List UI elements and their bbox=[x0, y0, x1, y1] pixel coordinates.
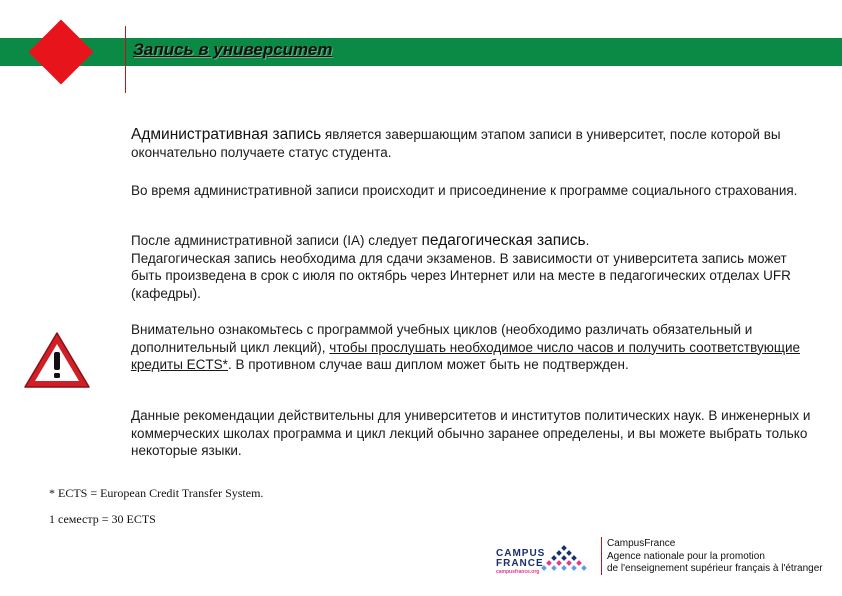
paragraph-text: . В противном случае ваш диплом может быть не подтвержден. bbox=[227, 357, 629, 372]
red-diamond-icon bbox=[28, 19, 93, 84]
paragraph-text: . bbox=[585, 233, 590, 248]
paragraph-warning bbox=[131, 321, 811, 374]
paragraph-text: Данные рекомендации действительны для университетов и институтов политических наук. В инженерных и коммерческих школах программа и цикл лекций обычно заранее определены, и вы можете выбрать только некоторые языки. bbox=[131, 408, 811, 458]
agency-line: Agence nationale pour la promotion bbox=[607, 550, 765, 562]
paragraph-text: После административной записи (IA) следует bbox=[131, 233, 422, 248]
term-pedagogical: педагогическая запись bbox=[421, 232, 586, 249]
logo-text-url: campusfrance.org bbox=[496, 569, 540, 575]
title-bar bbox=[0, 38, 842, 66]
logo-text-france: FRANCE bbox=[496, 558, 544, 569]
paragraph-administrative bbox=[131, 126, 811, 161]
agency-name: CampusFrance bbox=[607, 538, 676, 549]
paragraph-text: Внимательно ознакомьтесь с программой учебных циклов (необходимо различать обязательный и дополнительный цикл лекций), bbox=[131, 322, 753, 355]
paragraph-recommendations bbox=[131, 407, 811, 460]
paragraph-text: Педагогическая запись необходима для сдачи экзаменов. В зависимости от университета запись может быть произведена в срок с июля по октябрь через Интернет или на месте в педагогических отделах UFR (кафедры). bbox=[131, 250, 791, 301]
logo-text-campus: CAMPUS bbox=[496, 548, 546, 559]
paragraph-text: является завершающим этапом записи в университет, после которой вы окончательно получаете статус студента. bbox=[131, 127, 781, 160]
agency-line: de l'enseignement supérieur français à l'étranger bbox=[607, 563, 823, 574]
paragraph-insurance bbox=[131, 182, 811, 200]
warning-icon bbox=[22, 330, 92, 395]
footnote-ects: * ECTS = European Credit Transfer System. bbox=[49, 486, 264, 500]
term-administrative: Административная запись bbox=[131, 126, 322, 143]
title-divider bbox=[125, 26, 126, 93]
page-title: Запись в университет bbox=[133, 40, 333, 59]
paragraph-pedagogical bbox=[131, 232, 811, 302]
paragraph-text: Во время административной записи происходит и присоединение к программе социального страхования. bbox=[131, 183, 798, 198]
agency-info bbox=[607, 538, 823, 576]
footnote-semester: 1 семестр = 30 ECTS bbox=[49, 512, 156, 526]
agency-divider bbox=[601, 537, 602, 575]
underlined-text: чтобы прослушать необходимое число часов и получить соответствующие кредиты ECTS* bbox=[131, 339, 801, 372]
